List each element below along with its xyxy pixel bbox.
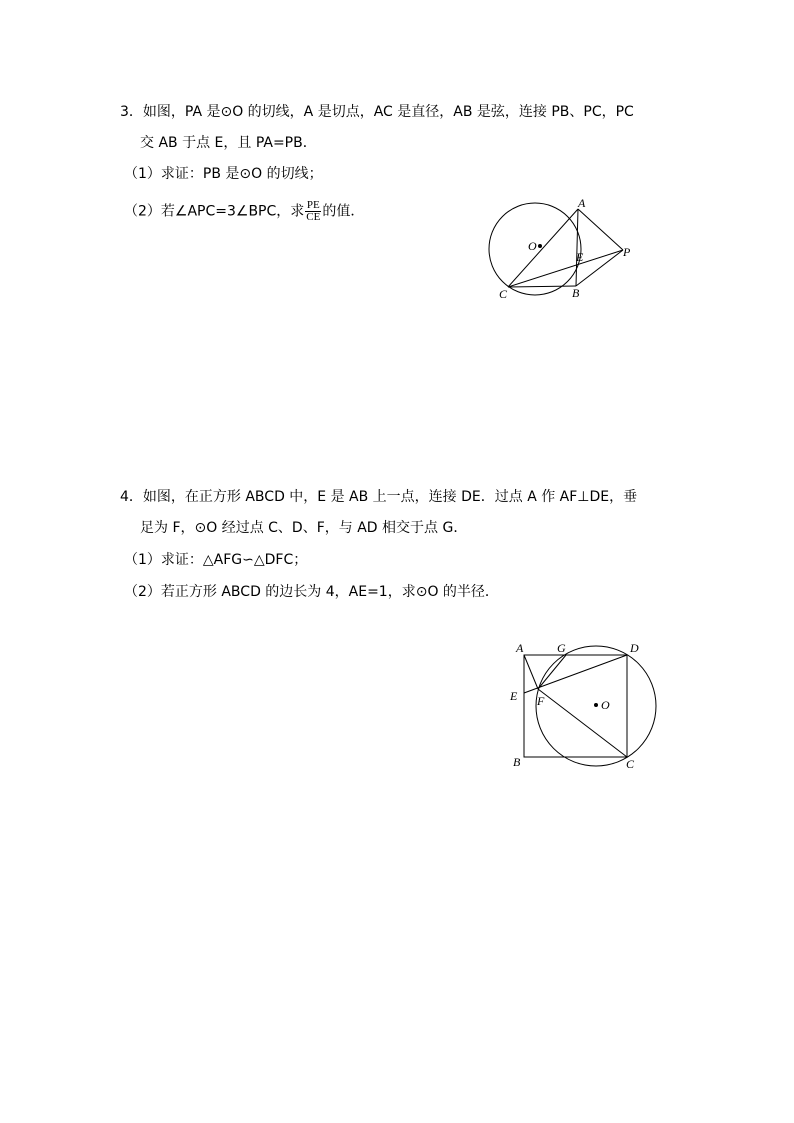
label-a: A [516, 641, 524, 655]
fraction-numerator: PE [306, 199, 320, 211]
label-f: F [537, 694, 545, 708]
problem3-part2-suffix: 的值． [322, 203, 365, 220]
fraction-denominator: CE [306, 211, 321, 223]
problem3-statement-line2: 交 AB 于点 E，且 PA=PB． [140, 135, 317, 151]
label-e: E [510, 689, 518, 703]
problem4-statement-line1: 4．如图，在正方形 ABCD 中，E 是 AB 上一点，连接 DE．过点 A 作 AF⊥DE，垂 [120, 489, 638, 505]
label-c: C [626, 757, 635, 771]
label-o: O [601, 698, 610, 712]
chord-bc [508, 286, 576, 287]
problem3-part1: （1）求证：PB 是⊙O 的切线； [124, 166, 323, 182]
problem3-fraction [305, 200, 321, 223]
label-b: B [572, 286, 580, 300]
problem3-statement-line1: 3．如图，PA 是⊙O 的切线，A 是切点，AC 是直径，AB 是弦，连接 PB、PC，PC [120, 104, 634, 120]
problem3-part2 [124, 200, 364, 223]
label-c: C [499, 287, 508, 301]
label-p: P [623, 245, 631, 259]
label-g: G [557, 641, 566, 655]
problem4-part2: （2）若正方形 ABCD 的边长为 4，AE=1，求⊙O 的半径． [124, 584, 499, 600]
problem4-statement-line2: 足为 F，⊙O 经过点 C、D、F，与 AD 相交于点 G． [140, 520, 468, 536]
center-dot [594, 703, 598, 707]
problem3-part2-prefix: （2）若∠APC=3∠BPC，求 [124, 203, 305, 220]
label-e: E [576, 250, 584, 264]
label-o: O [528, 239, 537, 253]
segment-fg [538, 655, 566, 689]
label-b: B [513, 755, 521, 769]
tangent-pa [578, 209, 623, 250]
label-d: D [630, 641, 639, 655]
problem4-part1: （1）求证：△AFG∽△DFC； [124, 552, 308, 568]
segment-af [524, 655, 538, 689]
chord-ab [576, 209, 578, 286]
problem3-figure [480, 190, 640, 305]
center-dot [538, 244, 542, 248]
problem4-figure [505, 635, 665, 775]
label-a: A [578, 196, 586, 210]
